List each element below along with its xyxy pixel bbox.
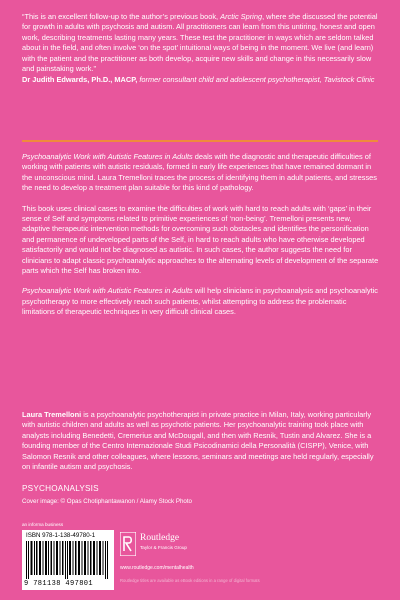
quote-book-title: Arctic Spring xyxy=(220,12,263,21)
informa-tagline: an informa business xyxy=(22,522,64,527)
endorsement-quote xyxy=(22,12,382,86)
quote-text-end: , where she discussed the potential for growth in adults with psychosis and autism. All practitioners can learn from this untiring, honest and open work, describing treatments lasting many years. These test the practitioner in ways which are seldom talked about in the field, and often involve ‘on the spot’ intuitional ways of being in the moment. We live (and learn) with the patient and the practitioner as both develop, acquire new skills and change in this necessarily slow and painstaking work.” xyxy=(22,12,378,74)
description-p1-text: deals with the diagnostic and therapeutic difficulties of working with patients with autistic residuals, formed in early life experiences that have remained dormant in the unconscious mind. Laura Tremelloni traces the process of identifying them in adult patients, and stresses the need to develop a treatment plan suitable for this kind of pathology. xyxy=(22,152,377,193)
description-book-title: Psychoanalytic Work with Autistic Features in Adults xyxy=(22,152,193,161)
barcode-digits: 9 781138 497801 xyxy=(24,580,94,588)
description-paragraph-3 xyxy=(22,286,380,317)
description-paragraph-2: This book uses clinical cases to examine the difficulties of work with hard to reach adults with ‘gaps’ in their sense of Self and symptoms related to primitive experiences of ‘non-being’. Tremelloni presents new, adaptive therapeutic intervention methods for overcoming such obstacles and identifies the personification and permanence of undeveloped parts of the Self, in hard to reach adults who have otherwise developed satisfactorily and would not be diagnosed as autistic. In such cases, the author suggests the need for clinicians to adapt classic psychoanalytic approaches to the alternating levels of development of the separate parts which the Self has broken into. xyxy=(22,203,379,276)
publisher-url: www.routledge.com/mentalhealth xyxy=(120,565,194,571)
quote-attribution-name: Dr Judith Edwards, Ph.D., MACP, xyxy=(22,75,138,85)
description-book-title-2: Psychoanalytic Work with Autistic Features in Adults xyxy=(22,286,193,296)
description-paragraph-1 xyxy=(22,152,380,194)
routledge-logo-icon xyxy=(120,532,136,556)
author-bio-text: is a psychoanalytic psychotherapist in private practice in Milan, Italy, working particularly with autistic children and adults as well as psychotic patients. Her psychoanalytic training took place with analysts including Benedetti, Cremerius and McDougall, and then with Resnik, Tustin and Alvarez. She is a founding member of the Centro Internazionale Studi Psicodinamici della Personalità (CISPP), Venice, with Salomon Resnik and other colleagues, where lessons, seminars and meetings are held regularly, especially on infantile autism and psychosis. xyxy=(22,410,374,472)
description-p3-text: will help clinicians in psychoanalysis and psychoanalytic psychotherapy to more effectively reach such patients, whilst attempting to address the problematic limitations of therapeutic techniques in very difficult clinical cases. xyxy=(22,286,379,317)
quote-text-start: “This is an excellent follow-up to the author’s previous book, xyxy=(22,12,221,21)
publisher-block xyxy=(120,532,380,582)
isbn-barcode xyxy=(22,530,114,590)
isbn-label: ISBN 978-1-138-49780-1 xyxy=(26,532,96,539)
publisher-name: Routledge xyxy=(140,533,180,543)
subject-category: PSYCHOANALYSIS xyxy=(22,484,99,493)
quote-attribution xyxy=(22,75,382,85)
cover-image-credit: Cover image: © Opas Chotiphantawanon / Alamy Stock Photo xyxy=(22,498,192,505)
quote-attribution-role: former consultant child and adolescent psychotherapist, Tavistock Clinic xyxy=(137,75,375,85)
author-name: Laura Tremelloni xyxy=(22,410,82,419)
author-bio xyxy=(22,410,380,472)
divider-rule xyxy=(22,140,378,142)
publisher-group: Taylor & Francis Group xyxy=(140,545,187,550)
ebook-note: Routledge titles are available as eBook editions in a range of digital formats xyxy=(120,578,260,583)
barcode-bars xyxy=(26,541,110,579)
description xyxy=(22,152,380,328)
